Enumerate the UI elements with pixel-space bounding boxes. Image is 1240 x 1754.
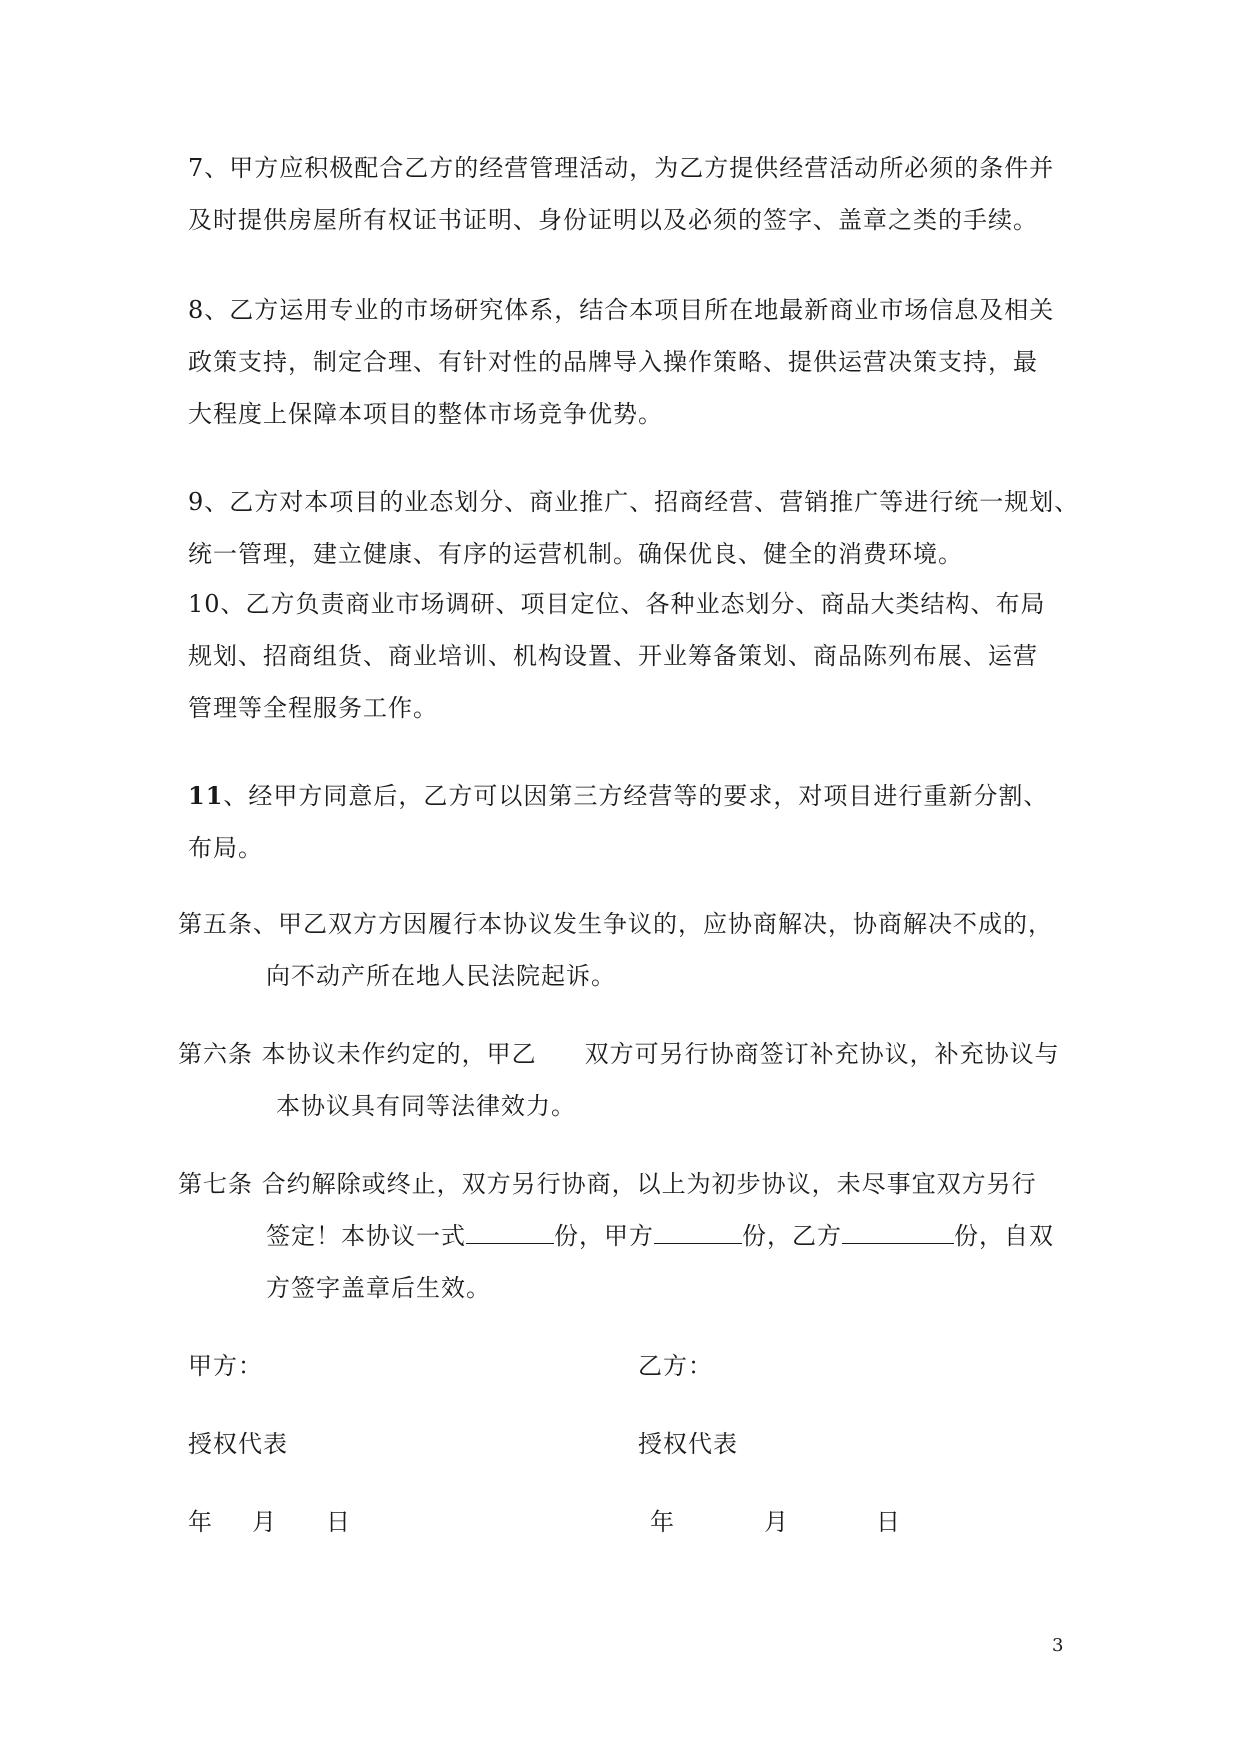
clause-11-line-2: 布局。 bbox=[188, 834, 263, 862]
clause-8-line-1: 8、乙方运用专业的市场研究体系，结合本项目所在地最新商业市场信息及相关 bbox=[188, 296, 1055, 324]
clause-11-number: 11 bbox=[188, 781, 224, 810]
party-b-day-label: 日 bbox=[876, 1508, 901, 1536]
total-copies-blank bbox=[466, 1221, 554, 1244]
page-number: 3 bbox=[1052, 1635, 1064, 1656]
clause-10-line-3: 管理等全程服务工作。 bbox=[188, 694, 438, 722]
clause-10-line-2: 规划、招商组货、商业培训、机构设置、开业筹备策划、商品陈列布展、运营 bbox=[188, 642, 1038, 670]
article-5-line-2: 向不动产所在地人民法院起诉。 bbox=[266, 962, 616, 990]
party-b-rep-label: 授权代表 bbox=[638, 1430, 738, 1458]
party-a-day-label: 日 bbox=[326, 1508, 351, 1536]
article-7-line-3: 方签字盖章后生效。 bbox=[266, 1274, 491, 1302]
party-a-copies-blank bbox=[654, 1221, 742, 1244]
article-6-line-1-part-b: 双方可另行协商签订补充协议，补充协议与 bbox=[584, 1040, 1060, 1068]
clause-7-line-1: 7、甲方应积极配合乙方的经营管理活动，为乙方提供经营活动所必须的条件并 bbox=[188, 154, 1055, 182]
clause-8-line-3: 大程度上保障本项目的整体市场竞争优势。 bbox=[188, 400, 663, 428]
party-a-month-label: 月 bbox=[252, 1508, 277, 1536]
clause-9-line-2: 统一管理，建立健康、有序的运营机制。确保优良、健全的消费环境。 bbox=[188, 540, 963, 568]
article-7-line-2-end: 份，自双 bbox=[954, 1222, 1054, 1250]
article-6-line-1 bbox=[178, 1034, 1060, 1069]
party-b-copies-blank bbox=[842, 1221, 954, 1244]
clause-8-line-2: 政策支持，制定合理、有针对性的品牌导入操作策略、提供运营决策支持，最 bbox=[188, 348, 1038, 376]
party-b-label: 乙方： bbox=[638, 1352, 713, 1380]
clause-7-line-2: 及时提供房屋所有权证书证明、身份证明以及必须的签字、盖章之类的手续。 bbox=[188, 206, 1038, 234]
clause-11-line-1 bbox=[188, 776, 1048, 811]
article-5-line-1: 第五条、甲乙双方方因履行本协议发生争议的，应协商解决，协商解决不成的， bbox=[178, 910, 1053, 938]
article-6-line-2: 本协议具有同等法律效力。 bbox=[276, 1092, 576, 1120]
party-b-year-label: 年 bbox=[650, 1508, 675, 1536]
article-7-copies-text: 签定！本协议一式 bbox=[266, 1222, 466, 1250]
article-7-line-1: 第七条 合约解除或终止，双方另行协商，以上为初步协议，未尽事宜双方另行 bbox=[178, 1170, 1037, 1198]
party-a-year-label: 年 bbox=[188, 1508, 213, 1536]
article-6-line-1-part-a: 第六条 本协议未作约定的，甲乙 bbox=[178, 1040, 537, 1068]
party-a-rep-label: 授权代表 bbox=[188, 1430, 288, 1458]
article-7-line-2 bbox=[266, 1216, 1054, 1251]
party-b-month-label: 月 bbox=[764, 1508, 789, 1536]
clause-9-line-1: 9、乙方对本项目的业态划分、商业推广、招商经营、营销推广等进行统一规划、 bbox=[188, 488, 1080, 516]
party-a-label: 甲方： bbox=[188, 1352, 263, 1380]
clause-10-line-1: 10、乙方负责商业市场调研、项目定位、各种业态划分、商品大类结构、布局 bbox=[188, 590, 1046, 618]
party-b-copies-text: 份，乙方 bbox=[742, 1222, 842, 1250]
clause-11-line-1-text: 、经甲方同意后，乙方可以因第三方经营等的要求，对项目进行重新分割、 bbox=[223, 782, 1049, 810]
party-a-copies-text: 份，甲方 bbox=[554, 1222, 654, 1250]
